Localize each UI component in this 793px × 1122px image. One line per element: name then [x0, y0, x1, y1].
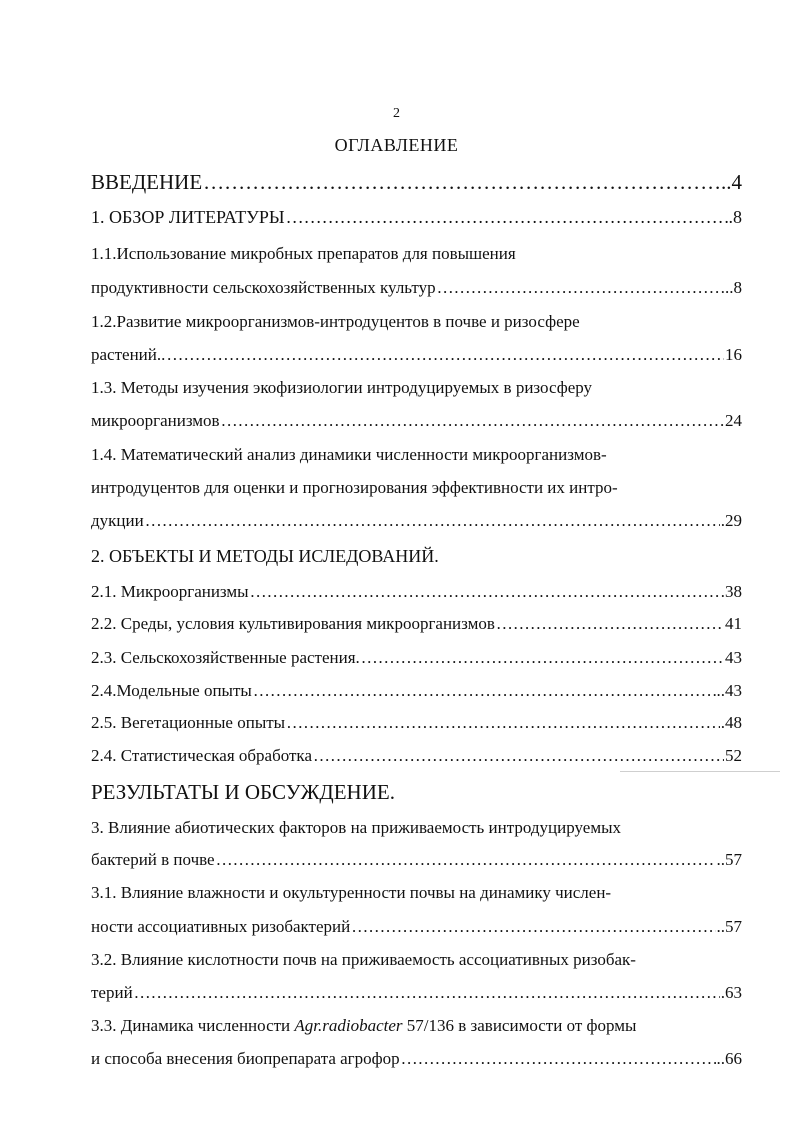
page-number: 2	[393, 106, 400, 121]
toc-entry-2-4: 2.4.Модельные опыты ………………………………………………………………………………………………………………………………………………………………………………………………………………… ..43	[91, 681, 742, 701]
scan-artifact-line	[620, 771, 780, 772]
toc-entry-1-4-line1: 1.4. Математический анализ динамики численности микроорганизмов-	[91, 445, 607, 464]
toc-entry-2-5: 2.5. Вегетационные опыты ………………………………………………………………………………………………………………………………………………………………………………………………………………… .48	[91, 713, 742, 733]
toc-entry-1-2-line2: растений.. ………………………………………………………………………………………………………………………………………………………………………………………………………………… 16	[91, 345, 742, 365]
toc-entry-3-1-line1: 3.1. Влияние влажности и окультуренности почвы на динамику числен-	[91, 883, 612, 902]
toc-entry-1-3-line1: 1.3. Методы изучения экофизиологии интродуцируемых в ризосферу	[91, 378, 593, 397]
toc-heading: ОГЛАВЛЕНИЕ	[334, 135, 459, 155]
toc-entry-3-line1: 3. Влияние абиотических факторов на приживаемость интродуцируемых	[91, 818, 622, 837]
toc-entry-2-2: 2.2. Среды, условия культивирования микроорганизмов ………………………………………………………………………………………………………………………………………………………………………………………………………………… 41	[91, 614, 742, 634]
toc-entry-2-4-stats: 2.4. Статистическая обработка ………………………………………………………………………………………………………………………………………………………………………………………………………………… 52	[91, 746, 742, 766]
toc-entry-results: РЕЗУЛЬТАТЫ И ОБСУЖДЕНИЕ.	[91, 780, 395, 804]
toc-entry-3-line2: бактерий в почве ………………………………………………………………………………………………………………………………………………………………………………………………………………… ..57	[91, 850, 742, 870]
toc-entry-2: 2. ОБЪЕКТЫ И МЕТОДЫ ИСЛЕДОВАНИЙ.	[91, 546, 439, 566]
toc-entry-3-2-line1: 3.2. Влияние кислотности почв на приживаемость ассоциативных ризобак-	[91, 950, 636, 969]
toc-entry-2-1: 2.1. Микроорганизмы ………………………………………………………………………………………………………………………………………………………………………………………………………………… 38	[91, 582, 742, 602]
toc-entry-1: 1. ОБЗОР ЛИТЕРАТУРЫ ………………………………………………………………………………………………………………………………………………………………………………………………………………… .8	[91, 207, 742, 228]
toc-entry-1-4-line2: интродуцентов для оценки и прогнозирования эффективности их интро-	[91, 478, 618, 497]
toc-entry-1-3-line2: микроорганизмов ………………………………………………………………………………………………………………………………………………………………………………………………………………… 24	[91, 411, 742, 431]
toc-entry-3-1-line2: ности ассоциативных ризобактерий ………………………………………………………………………………………………………………………………………………………………………………………………………………… ..57	[91, 917, 742, 937]
toc-entry-1-1-line2: продуктивности сельскохозяйственных культур ………………………………………………………………………………………………………………………………………………………………………………………………………………… ..8	[91, 278, 742, 298]
toc-entry-2-3: 2.3. Сельскохозяйственные растения. ………………………………………………………………………………………………………………………………………………………………………………………………………………… 43	[91, 648, 742, 668]
toc-entry-1-4-line3: дукции ………………………………………………………………………………………………………………………………………………………………………………………………………………… .29	[91, 511, 742, 531]
toc-entry-1-2-line1: 1.2.Развитие микроорганизмов-интродуцентов в почве и ризосфере	[91, 312, 580, 331]
toc-entry-3-3-line2: и способа внесения биопрепарата агрофор ………………………………………………………………………………………………………………………………………………………………………………………………………………… ..66	[91, 1049, 742, 1069]
toc-entry-1-1-line1: 1.1.Использование микробных препаратов для повышения	[91, 244, 516, 263]
toc-entry-introduction: ВВЕДЕНИЕ ………………………………………………………………………………………………………………………………………………………………………………………………………………… ..4	[91, 170, 742, 195]
toc-entry-3-2-line2: терий ………………………………………………………………………………………………………………………………………………………………………………………………………………… .63	[91, 983, 742, 1003]
toc-entry-3-3-line1: 3.3. Динамика численности Agr.radiobacter 57/136 в зависимости от формы	[91, 1016, 637, 1035]
